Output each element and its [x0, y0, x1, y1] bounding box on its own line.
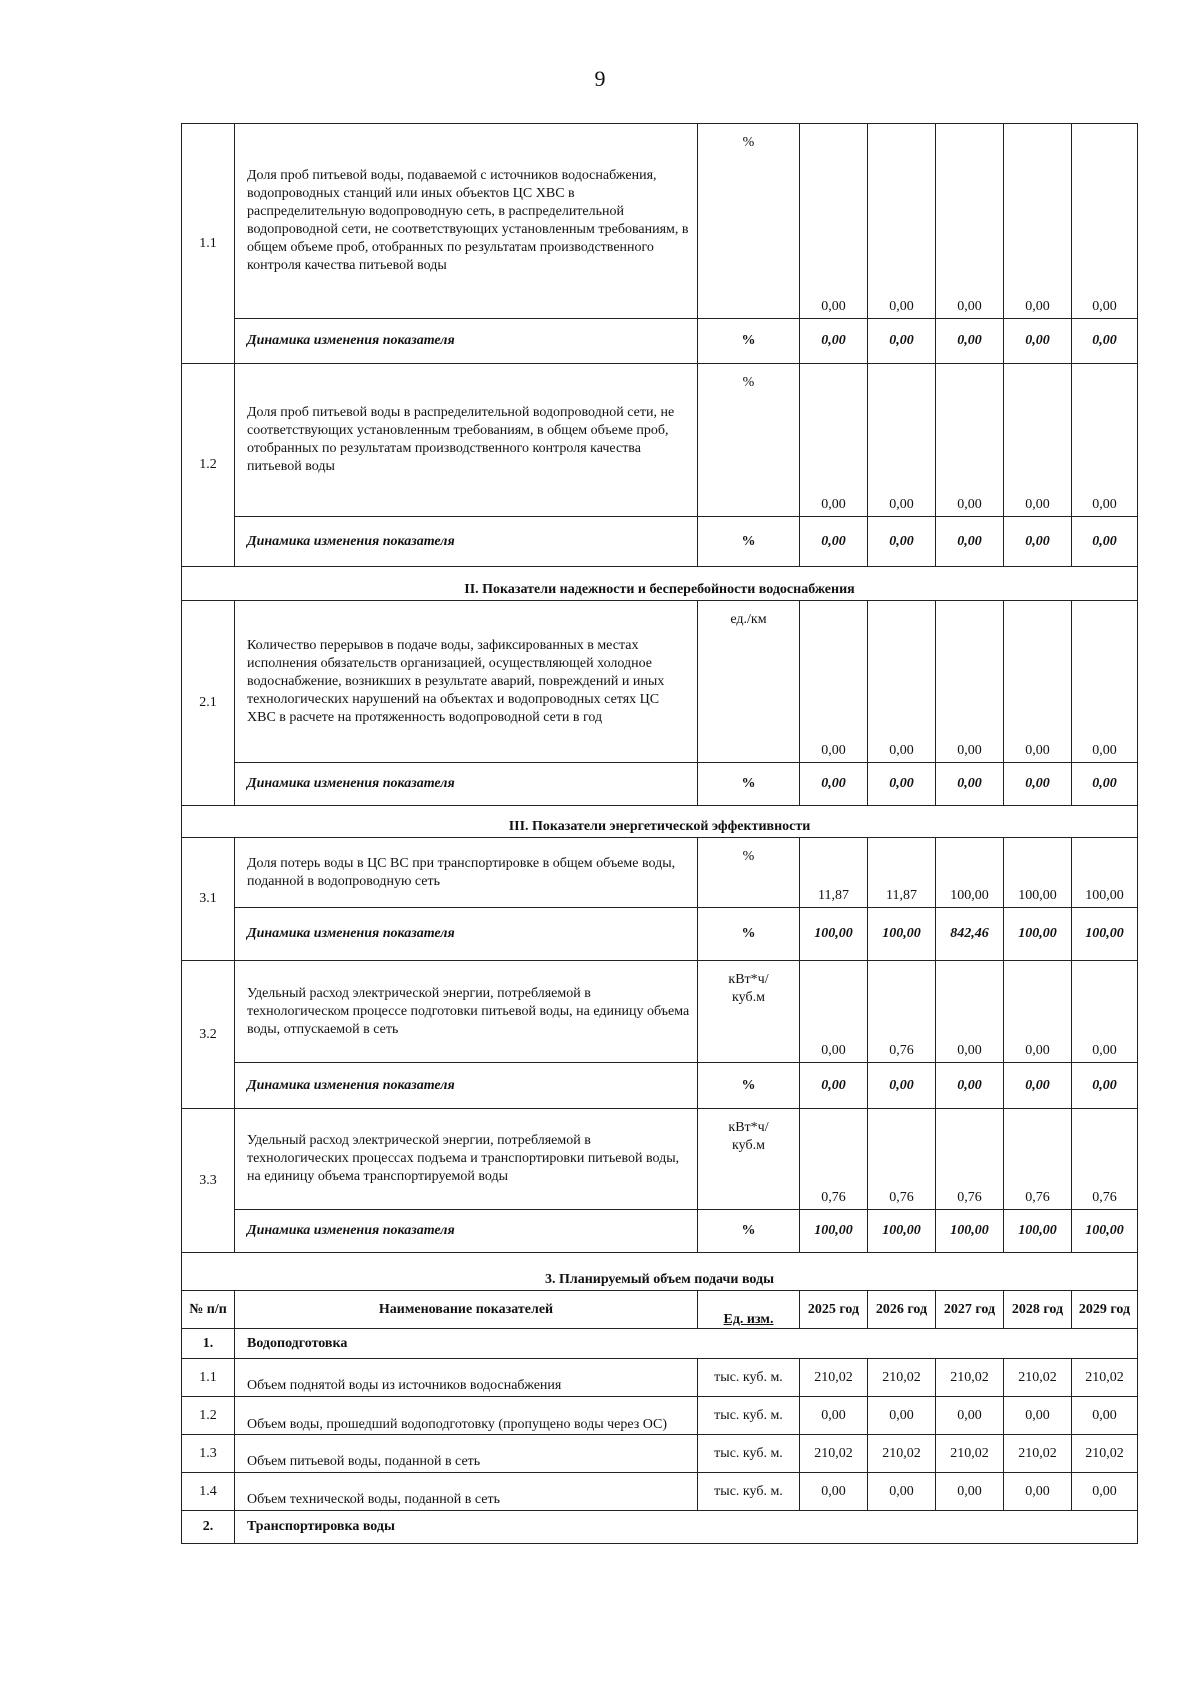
- dynamics-cell: 0,00: [800, 319, 868, 364]
- dynamics-cell: 100,00: [868, 1210, 936, 1253]
- volume-unit: тыс. куб. м.: [698, 1435, 800, 1473]
- dynamics-label: Динамика изменения показателя: [235, 319, 698, 364]
- value-cell: 0,00: [1072, 1473, 1138, 1511]
- volume-unit: тыс. куб. м.: [698, 1397, 800, 1435]
- value-cell: 0,76: [936, 1109, 1004, 1210]
- dynamics-cell: 0,00: [800, 517, 868, 567]
- indicator-row: [182, 961, 1138, 1063]
- header-year: 2026 год: [868, 1291, 936, 1329]
- group-label: Водоподготовка: [235, 1329, 1138, 1359]
- value-cell: 210,02: [868, 1359, 936, 1397]
- dynamics-unit: %: [698, 908, 800, 961]
- indicators-table: [181, 123, 1138, 1544]
- indicator-name: Доля потерь воды в ЦС ВС при транспортировке в общем объеме воды, поданной в водопроводную сеть: [235, 838, 698, 908]
- table-body: [182, 124, 1138, 1544]
- dynamics-cell: 0,00: [1004, 1063, 1072, 1109]
- value-cell: 0,00: [936, 961, 1004, 1063]
- value-cell: 0,76: [1072, 1109, 1138, 1210]
- dynamics-cell: 0,00: [800, 1063, 868, 1109]
- dynamics-label: Динамика изменения показателя: [235, 908, 698, 961]
- value-cell: 0,00: [1004, 1473, 1072, 1511]
- dynamics-cell: 842,46: [936, 908, 1004, 961]
- value-cell: 0,00: [1072, 1397, 1138, 1435]
- dynamics-cell: 0,00: [1072, 517, 1138, 567]
- section-title: III. Показатели энергетической эффективности: [182, 806, 1138, 838]
- value-cell: 210,02: [868, 1435, 936, 1473]
- value-cell: 0,00: [800, 601, 868, 763]
- value-cell: 0,00: [936, 1397, 1004, 1435]
- dynamics-cell: 100,00: [936, 1210, 1004, 1253]
- row-number: 2.1: [182, 601, 235, 806]
- row-number: 1.4: [182, 1473, 235, 1511]
- volume-row: [182, 1359, 1138, 1397]
- indicator-name: Удельный расход электрической энергии, потребляемой в технологическом процессе подготовки питьевой воды, на единицу объема воды, отпускаемой в сеть: [235, 961, 698, 1063]
- value-cell: 210,02: [800, 1359, 868, 1397]
- row-number: 1.1: [182, 124, 235, 364]
- value-cell: 0,76: [800, 1109, 868, 1210]
- dynamics-cell: 100,00: [800, 1210, 868, 1253]
- value-cell: 210,02: [1004, 1435, 1072, 1473]
- dynamics-cell: 0,00: [1004, 517, 1072, 567]
- value-cell: 0,00: [868, 364, 936, 517]
- value-cell: 0,00: [800, 1397, 868, 1435]
- dynamics-unit: %: [698, 763, 800, 806]
- dynamics-cell: 100,00: [1072, 1210, 1138, 1253]
- dynamics-cell: 0,00: [1072, 319, 1138, 364]
- value-cell: 0,00: [800, 124, 868, 319]
- value-cell: 210,02: [936, 1435, 1004, 1473]
- page-number: 9: [594, 66, 606, 91]
- value-cell: 0,00: [800, 1473, 868, 1511]
- value-cell: 0,00: [1004, 1397, 1072, 1435]
- volume-name: Объем воды, прошедший водоподготовку (пропущено воды через ОС): [235, 1397, 698, 1435]
- dynamics-cell: 0,00: [1004, 763, 1072, 806]
- header-year: 2025 год: [800, 1291, 868, 1329]
- group-row: [182, 1329, 1138, 1359]
- dynamics-cell: 0,00: [868, 517, 936, 567]
- value-cell: 0,00: [936, 124, 1004, 319]
- volume-section-title: 3. Планируемый объем подачи воды: [182, 1253, 1138, 1291]
- indicator-row: [182, 364, 1138, 517]
- dynamics-row: [182, 763, 1138, 806]
- value-cell: 0,00: [1072, 124, 1138, 319]
- row-number: 3.2: [182, 961, 235, 1109]
- dynamics-unit: %: [698, 319, 800, 364]
- section-row: [182, 567, 1138, 601]
- section-row: [182, 1253, 1138, 1291]
- value-cell: 0,00: [1004, 124, 1072, 319]
- dynamics-cell: 0,00: [1072, 1063, 1138, 1109]
- row-number: 3.1: [182, 838, 235, 961]
- value-cell: 0,00: [800, 364, 868, 517]
- indicator-row: [182, 1109, 1138, 1210]
- indicator-unit: кВт*ч/ куб.м: [698, 1109, 800, 1210]
- dynamics-row: [182, 319, 1138, 364]
- volume-row: [182, 1435, 1138, 1473]
- value-cell: 0,00: [868, 124, 936, 319]
- value-cell: 100,00: [936, 838, 1004, 908]
- dynamics-cell: 0,00: [936, 763, 1004, 806]
- value-cell: 210,02: [1004, 1359, 1072, 1397]
- row-number: 1.2: [182, 364, 235, 567]
- dynamics-cell: 0,00: [1072, 763, 1138, 806]
- value-cell: 210,02: [1072, 1435, 1138, 1473]
- dynamics-unit: %: [698, 1210, 800, 1253]
- row-number: 1.3: [182, 1435, 235, 1473]
- value-cell: 0,00: [1072, 364, 1138, 517]
- value-cell: 0,00: [1072, 961, 1138, 1063]
- indicator-unit: %: [698, 124, 800, 319]
- value-cell: 0,00: [936, 364, 1004, 517]
- volume-row: [182, 1473, 1138, 1511]
- volume-unit: тыс. куб. м.: [698, 1473, 800, 1511]
- dynamics-cell: 0,00: [868, 319, 936, 364]
- value-cell: 210,02: [800, 1435, 868, 1473]
- value-cell: 0,00: [1004, 364, 1072, 517]
- volume-name: Объем питьевой воды, поданной в сеть: [235, 1435, 698, 1473]
- header-year: 2029 год: [1072, 1291, 1138, 1329]
- value-cell: 0,00: [1004, 961, 1072, 1063]
- dynamics-cell: 100,00: [1004, 908, 1072, 961]
- header-year: 2027 год: [936, 1291, 1004, 1329]
- value-cell: 100,00: [1004, 838, 1072, 908]
- indicator-name: Доля проб питьевой воды в распределительной водопроводной сети, не соответствующих установленным требованиям, в общем объеме проб, отобранных по результатам производственного контроля качества питьевой воды: [235, 364, 698, 517]
- dynamics-cell: 0,00: [868, 1063, 936, 1109]
- dynamics-cell: 0,00: [1004, 319, 1072, 364]
- indicator-name: Доля проб питьевой воды, подаваемой с источников водоснабжения, водопроводных станций или иных объектов ЦС ХВС в распределительную водопроводную сеть, в распределительной водопроводной сети, не соответствующих установленным требованиям, в общем объеме проб, отобранных по результатам производственного контроля качества питьевой воды: [235, 124, 698, 319]
- value-cell: 0,00: [1072, 601, 1138, 763]
- value-cell: 0,76: [868, 961, 936, 1063]
- dynamics-label: Динамика изменения показателя: [235, 1063, 698, 1109]
- header-unit: Ед. изм.: [698, 1291, 800, 1329]
- value-cell: 100,00: [1072, 838, 1138, 908]
- indicator-name: Удельный расход электрической энергии, потребляемой в технологических процессах подъема и транспортировки питьевой воды, на единицу объема транспортируемой воды: [235, 1109, 698, 1210]
- dynamics-cell: 100,00: [868, 908, 936, 961]
- dynamics-cell: 100,00: [1004, 1210, 1072, 1253]
- value-cell: 0,76: [1004, 1109, 1072, 1210]
- group-row: [182, 1511, 1138, 1544]
- dynamics-label: Динамика изменения показателя: [235, 1210, 698, 1253]
- volume-row: [182, 1397, 1138, 1435]
- dynamics-label: Динамика изменения показателя: [235, 763, 698, 806]
- value-cell: 210,02: [936, 1359, 1004, 1397]
- value-cell: 0,00: [868, 1397, 936, 1435]
- dynamics-row: [182, 908, 1138, 961]
- volume-header-row: [182, 1291, 1138, 1329]
- indicator-unit: ед./км: [698, 601, 800, 763]
- group-label: Транспортировка воды: [235, 1511, 1138, 1544]
- value-cell: 0,00: [800, 961, 868, 1063]
- row-number: 3.3: [182, 1109, 235, 1253]
- header-num: № п/п: [182, 1291, 235, 1329]
- indicator-unit: кВт*ч/ куб.м: [698, 961, 800, 1063]
- dynamics-cell: 0,00: [868, 763, 936, 806]
- dynamics-cell: 0,00: [800, 763, 868, 806]
- section-title: II. Показатели надежности и бесперебойности водоснабжения: [182, 567, 1138, 601]
- dynamics-cell: 0,00: [936, 1063, 1004, 1109]
- value-cell: 0,00: [868, 601, 936, 763]
- dynamics-cell: 0,00: [936, 319, 1004, 364]
- value-cell: 11,87: [800, 838, 868, 908]
- dynamics-row: [182, 1210, 1138, 1253]
- group-number: 1.: [182, 1329, 235, 1359]
- value-cell: 0,00: [936, 1473, 1004, 1511]
- dynamics-row: [182, 517, 1138, 567]
- indicator-unit: %: [698, 838, 800, 908]
- dynamics-unit: %: [698, 517, 800, 567]
- dynamics-row: [182, 1063, 1138, 1109]
- indicator-row: [182, 838, 1138, 908]
- dynamics-label: Динамика изменения показателя: [235, 517, 698, 567]
- indicator-unit: %: [698, 364, 800, 517]
- dynamics-unit: %: [698, 1063, 800, 1109]
- value-cell: 0,00: [1004, 601, 1072, 763]
- row-number: 1.1: [182, 1359, 235, 1397]
- header-year: 2028 год: [1004, 1291, 1072, 1329]
- dynamics-cell: 100,00: [1072, 908, 1138, 961]
- row-number: 1.2: [182, 1397, 235, 1435]
- value-cell: 0,00: [868, 1473, 936, 1511]
- volume-name: Объем поднятой воды из источников водоснабжения: [235, 1359, 698, 1397]
- group-number: 2.: [182, 1511, 235, 1544]
- header-name: Наименование показателей: [235, 1291, 698, 1329]
- volume-unit: тыс. куб. м.: [698, 1359, 800, 1397]
- value-cell: 0,00: [936, 601, 1004, 763]
- value-cell: 11,87: [868, 838, 936, 908]
- dynamics-cell: 100,00: [800, 908, 868, 961]
- value-cell: 210,02: [1072, 1359, 1138, 1397]
- section-row: [182, 806, 1138, 838]
- value-cell: 0,76: [868, 1109, 936, 1210]
- dynamics-cell: 0,00: [936, 517, 1004, 567]
- indicator-row: [182, 124, 1138, 319]
- indicator-name: Количество перерывов в подаче воды, зафиксированных в местах исполнения обязательств организацией, осуществляющей холодное водоснабжение, возникших в результате аварий, повреждений и иных технологических нарушений на объектах и водопроводных сетях ЦС ХВС в расчете на протяженность водопроводной сети в год: [235, 601, 698, 763]
- volume-name: Объем технической воды, поданной в сеть: [235, 1473, 698, 1511]
- indicator-row: [182, 601, 1138, 763]
